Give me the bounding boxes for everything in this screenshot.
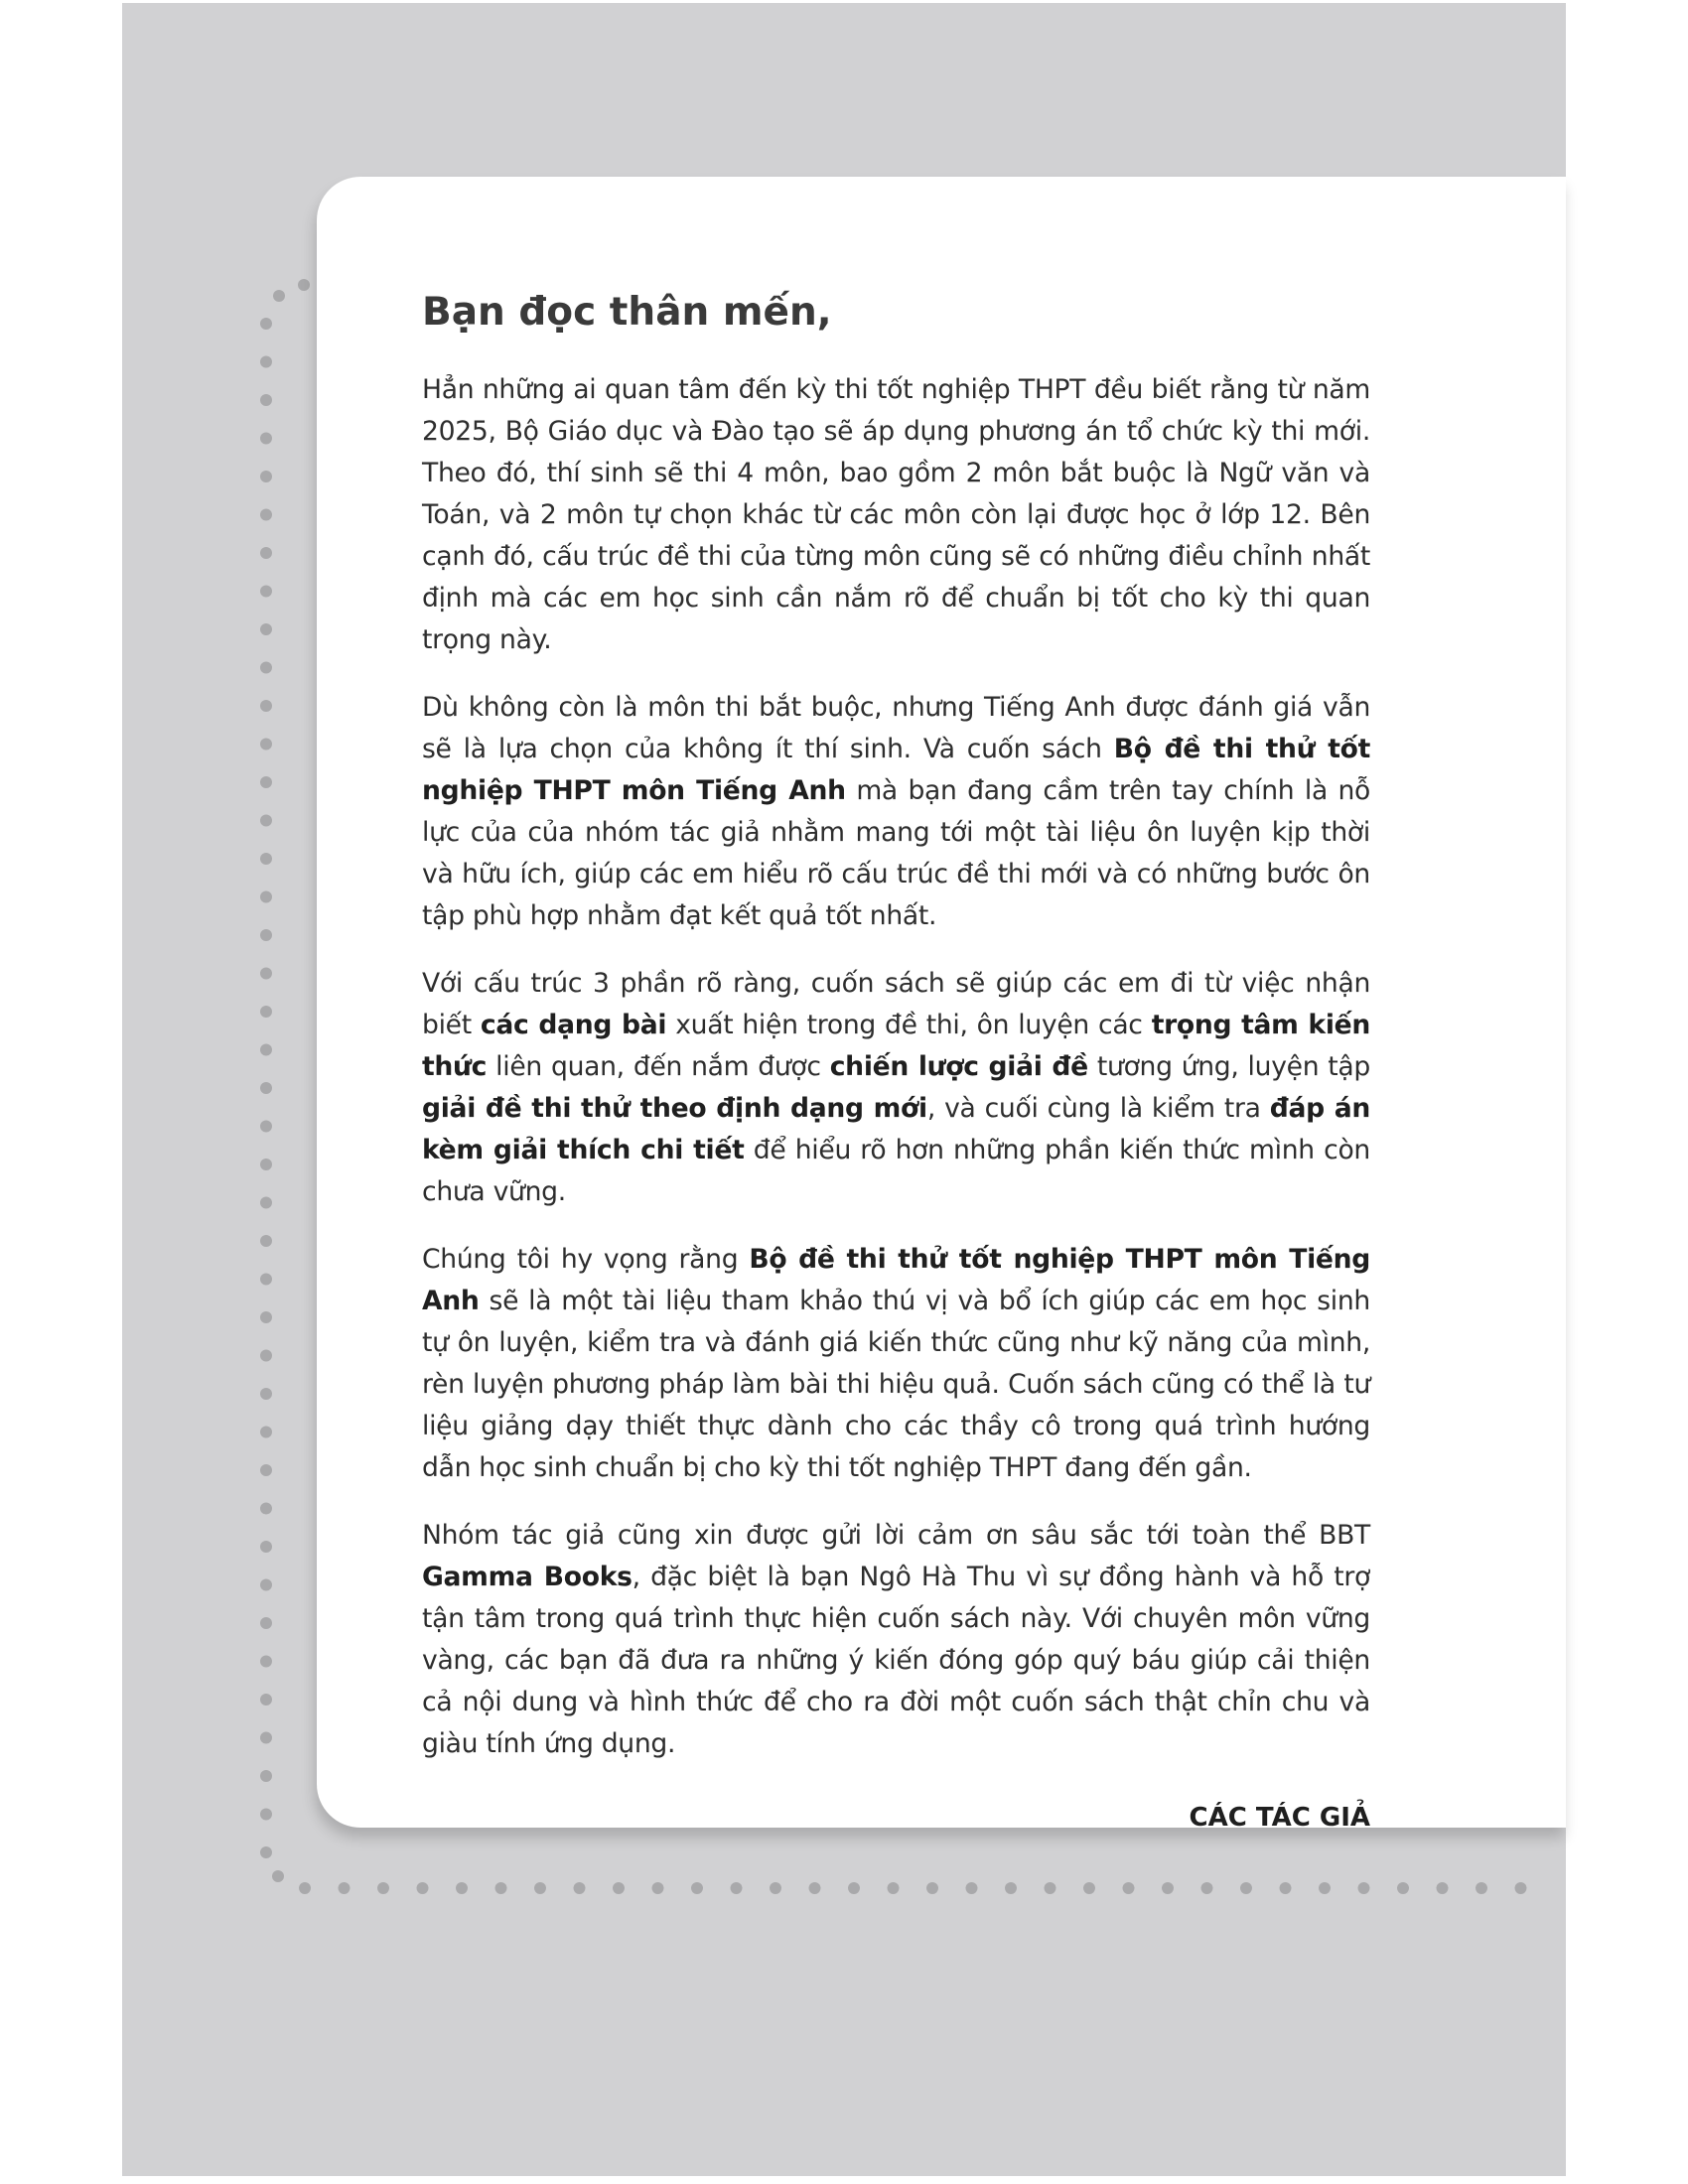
bold-phrase: giải đề thi thử theo định dạng mới — [422, 1092, 927, 1124]
paragraph-text: , và cuối cùng là kiểm tra — [926, 1092, 1270, 1124]
paragraph-text: liên quan, đến nắm được — [487, 1050, 830, 1082]
paragraph-text: để hiểu rõ hơn những phần kiến thức mình còn chưa vững. — [422, 1134, 1370, 1207]
publisher-name-bold: Gamma Books — [422, 1561, 633, 1592]
paragraph-text: Với cấu trúc 3 phần rõ ràng, cuốn sách sẽ giúp các em đi từ việc nhận biết — [422, 967, 1370, 1040]
paragraph-3 — [422, 963, 1370, 1213]
bold-phrase: đáp án kèm giải thích chi tiết — [422, 1092, 1371, 1165]
paragraph-text: tương ứng, luyện tập — [1087, 1050, 1370, 1082]
paragraph-text: Chúng tôi hy vọng rằng — [422, 1243, 750, 1275]
letter-content — [422, 290, 1370, 1833]
paragraph-text: Nhóm tác giả cũng xin được gửi lời cảm ơn sâu sắc tới toàn thể BBT — [422, 1519, 1370, 1551]
paragraph-text: xuất hiện trong đề thi, ôn luyện các — [666, 1009, 1152, 1040]
bold-phrase: trọng tâm kiến thức — [422, 1009, 1371, 1082]
paragraph-text: , đặc biệt là bạn Ngô Hà Thu vì sự đồng hành và hỗ trợ tận tâm trong quá trình thực hiện cuốn sách này. Với chuyên môn vững vàng, các bạn đã đưa ra những ý kiến đóng góp quý báu giúp cải thiện cả nội dung và hình thức để cho ra đời một cuốn sách thật chỉn chu và giàu tính ứng dụng. — [422, 1561, 1370, 1759]
bold-phrase: các dạng bài — [480, 1009, 667, 1040]
paragraph-5 — [422, 1515, 1370, 1765]
paragraph-text: sẽ là một tài liệu tham khảo thú vị và bổ ích giúp các em học sinh tự ôn luyện, kiểm tra và đánh giá kiến thức cũng như kỹ năng của mình, rèn luyện phương pháp làm bài thi hiệu quả. Cuốn sách cũng có thể là tư liệu giảng dạy thiết thực dành cho các thầy cô trong quá trình hướng dẫn học sinh chuẩn bị cho kỳ thi tốt nghiệp THPT đang đến gần. — [422, 1285, 1370, 1483]
book-title-bold: Bộ đề thi thử tốt nghiệp THPT môn Tiếng Anh — [422, 733, 1370, 806]
book-title-bold: Bộ đề thi thử tốt nghiệp THPT môn Tiếng Anh — [422, 1243, 1370, 1316]
letter-greeting: Bạn đọc thân mến, — [422, 290, 832, 335]
bold-phrase: chiến lược giải đề — [829, 1050, 1088, 1082]
letter-signature: CÁC TÁC GIẢ — [1189, 1802, 1370, 1833]
paragraph-4 — [422, 1239, 1370, 1489]
paragraph-text: mà bạn đang cầm trên tay chính là nỗ lực của của nhóm tác giả nhằm mang tới một tài liệu ôn luyện kịp thời và hữu ích, giúp các em hiểu rõ cấu trúc đề thi mới và có những bước ôn tập phù hợp nhằm đạt kết quả tốt nhất. — [422, 774, 1370, 931]
paragraph-1: Hẳn những ai quan tâm đến kỳ thi tốt nghiệp THPT đều biết rằng từ năm 2025, Bộ Giáo dục và Đào tạo sẽ áp dụng phương án tổ chức kỳ thi mới. Theo đó, thí sinh sẽ thi 4 môn, bao gồm 2 môn bắt buộc là Ngữ văn và Toán, và 2 môn tự chọn khác từ các môn còn lại được học ở lớp 12. Bên cạnh đó, cấu trúc đề thi của từng môn cũng sẽ có những điều chỉnh nhất định mà các em học sinh cần nắm rõ để chuẩn bị tốt cho kỳ thi quan trọng này. — [422, 373, 1370, 655]
paragraph-text: Dù không còn là môn thi bắt buộc, nhưng Tiếng Anh được đánh giá vẫn sẽ là lựa chọn của không ít thí sinh. Và cuốn sách — [422, 691, 1370, 764]
paragraph-2 — [422, 687, 1370, 937]
